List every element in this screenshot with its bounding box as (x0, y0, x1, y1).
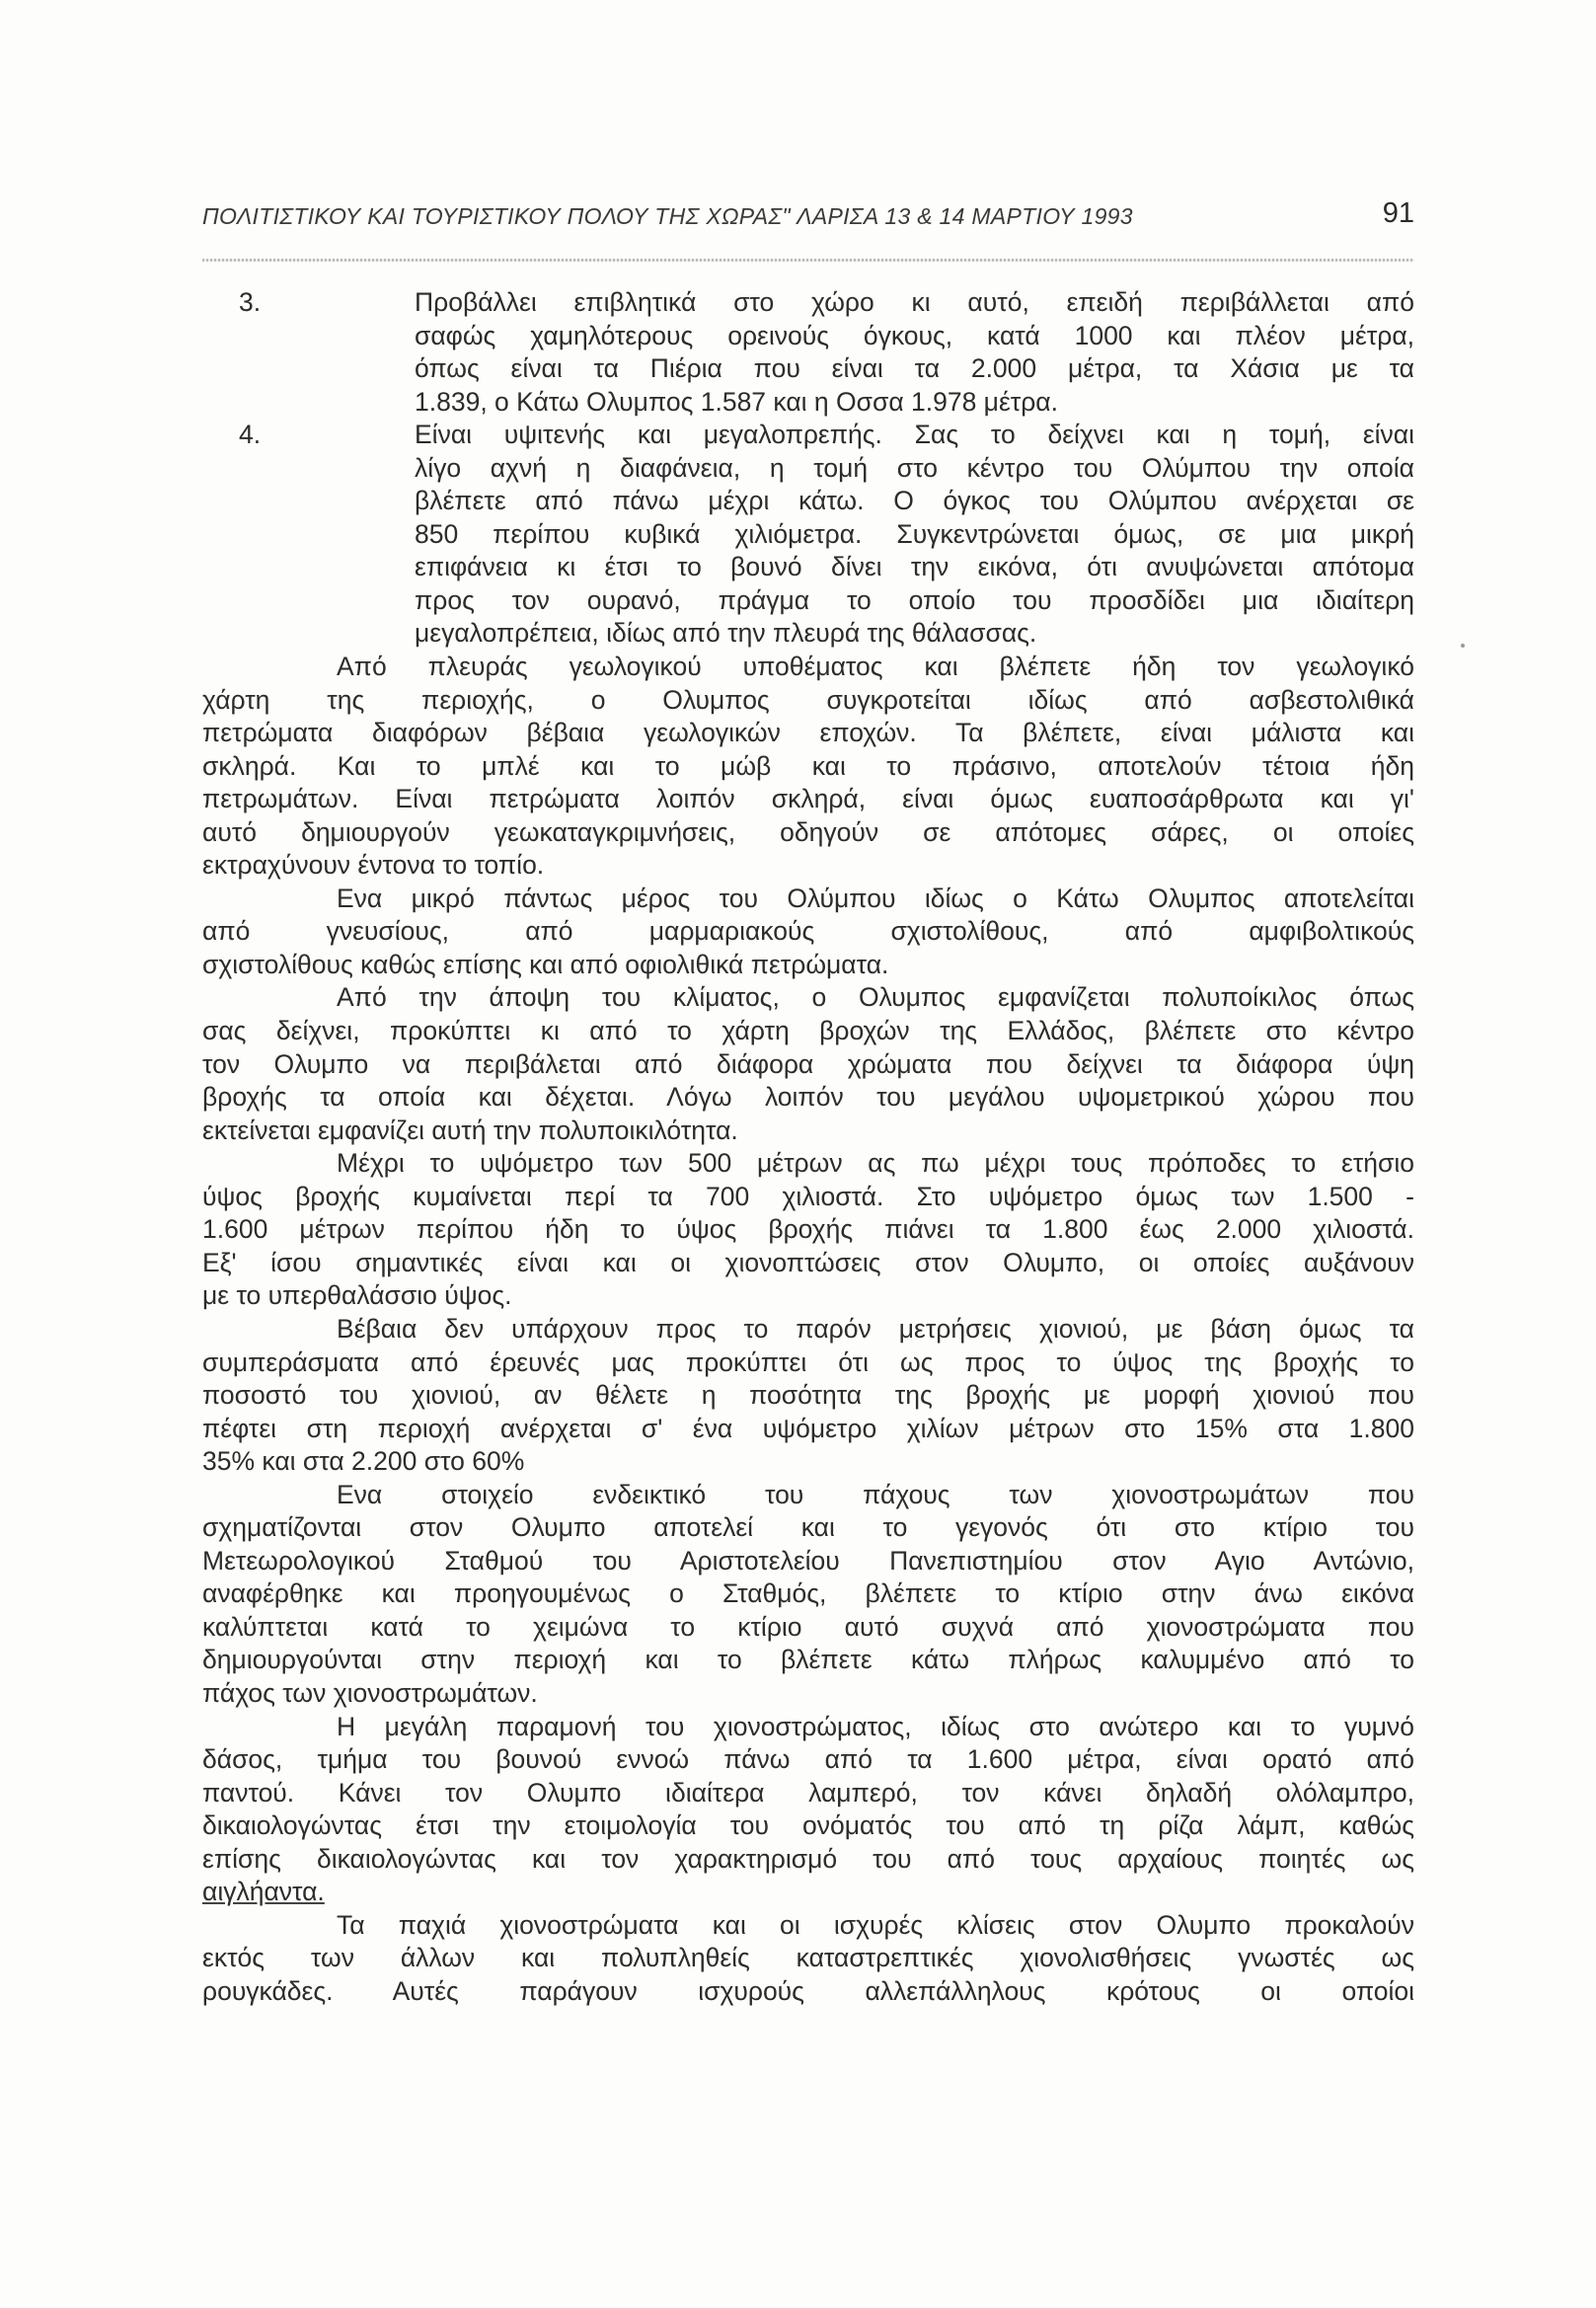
text-line: Είναι υψιτενής και μεγαλοπρεπής. Σας το δείχνει και η τομή, είναι (415, 420, 1414, 450)
paragraph (202, 1909, 1414, 2009)
text-line: Μετεωρολογικού Σταθμού του Αριστοτελείου Πανεπιστημίου στον Αγιο Αντώνιο, (202, 1545, 1414, 1576)
text-line: παντού. Κάνει τον Ολυμπο ιδιαίτερα λαμπερό, τον κάνει δηλαδή ολόλαμπρο, (202, 1777, 1414, 1808)
paragraph (202, 883, 1414, 982)
text-line: χάρτη της περιοχής, ο Ολυμπος συγκροτείται ιδίως από ασβεστολιθικά (202, 684, 1414, 715)
text-line: αυτό δημιουργούν γεωκαταγκριμνήσεις, οδηγούν σε απότομες σάρες, οι οποίες (202, 816, 1414, 847)
header-divider (202, 259, 1414, 262)
text-line: Ενα μικρό πάντως μέρος του Ολύμπου ιδίως ο Κάτω Ολυμπος αποτελείται (337, 883, 1414, 913)
paragraph (202, 651, 1414, 883)
text-line: πετρωμάτων. Είναι πετρώματα λοιπόν σκληρά, είναι όμως ευαποσάρθρωτα και γι' (202, 784, 1414, 814)
list-item-first-line (202, 419, 1414, 452)
text-line: Βέβαια δεν υπάρχουν προς το παρόν μετρήσεις χιονιού, με βάση όμως τα (337, 1313, 1414, 1344)
text-line: βροχής τα οποία και δέχεται. Λόγω λοιπόν του μεγάλου υψομετρικού χώρου που (202, 1082, 1414, 1113)
page-number: 91 (1382, 197, 1414, 229)
text-line: αναφέρθηκε και προηγουμένως ο Σταθμός, βλέπετε το κτίριο στην άνω εικόνα (202, 1578, 1414, 1609)
list-item (202, 419, 1414, 651)
text-line: εκτείνεται εμφανίζει αυτή την πολυποικιλότητα. (202, 1115, 738, 1145)
text-line: ύψος βροχής κυμαίνεται περί τα 700 χιλιοστά. Στο υψόμετρο όμως των 1.500 - (202, 1181, 1414, 1211)
text-line: μεγαλοπρέπεια, ιδίως από την πλευρά της θάλασσας. (415, 618, 1037, 649)
list-item-first-line (202, 286, 1414, 320)
paragraph (202, 1711, 1414, 1909)
text-line: ρουγκάδες. Αυτές παράγουν ισχυρούς αλλεπάλληλους κρότους οι οποίοι (202, 1975, 1414, 2006)
text-line: πάχος των χιονοστρωμάτων. (202, 1677, 538, 1708)
text-line: σχηματίζονται στον Ολυμπο αποτελεί και το γεγονός ότι στο κτίριο του (202, 1512, 1414, 1543)
text-line: με το υπερθαλάσσιο ύψος. (202, 1280, 512, 1311)
list-item-number: 3. (239, 287, 262, 317)
text-line: εκτραχύνουν έντονα το τοπίο. (202, 850, 545, 881)
text-line: όπως είναι τα Πιέρια που είναι τα 2.000 μέτρα, τα Χάσια με τα (415, 353, 1414, 384)
header-title: ΠΟΛΙΤΙΣΤΙΚΟΥ ΚΑΙ ΤΟΥΡΙΣΤΙΚΟΥ ΠΟΛΟΥ ΤΗΣ ΧΩΡΑΣ" ΛΑΡΙΣΑ 13 & 14 ΜΑΡΤΙΟΥ 1993 (202, 203, 1133, 229)
scan-speck (1461, 644, 1465, 648)
text-line: Ενα στοιχείο ενδεικτικό του πάχους των χιονοστρωμάτων που (337, 1479, 1414, 1509)
running-header (202, 195, 1414, 245)
text-line: επιφάνεια κι έτσι το βουνό δίνει την εικόνα, ότι ανυψώνεται απότομα (415, 552, 1414, 582)
text-line: Τα παχιά χιονοστρώματα και οι ισχυρές κλίσεις στον Ολυμπο προκαλούν (337, 1909, 1414, 1940)
text-line: ποσοστό του χιονιού, αν θέλετε η ποσότητα της βροχής με μορφή χιονιού που (202, 1380, 1414, 1411)
list-item (202, 286, 1414, 419)
text-line: δικαιολογώντας έτσι την ετοιμολογία του ονόματός του από τη ρίζα λάμπ, καθώς (202, 1810, 1414, 1841)
paragraph (202, 1479, 1414, 1711)
text-line: από γνευσίους, από μαρμαριακούς σχιστολίθους, από αμφιβολτικούς (202, 916, 1414, 947)
paragraph (202, 1147, 1414, 1313)
text-line: καλύπτεται κατά το χειμώνα το κτίριο αυτό συχνά από χιονοστρώματα που (202, 1611, 1414, 1642)
text-line: Από πλευράς γεωλογικού υποθέματος και βλέπετε ήδη τον γεωλογικό (337, 652, 1414, 682)
text-line: Εξ' ίσου σημαντικές είναι και οι χιονοπτώσεις στον Ολυμπο, οι οποίες αυξάνουν (202, 1247, 1414, 1277)
text-line: σας δείχνει, προκύπτει κι από το χάρτη βροχών της Ελλάδος, βλέπετε στο κέντρο (202, 1016, 1414, 1046)
text-line: 1.839, ο Κάτω Ολυμπος 1.587 και η Οσσα 1.978 μέτρα. (415, 386, 1058, 417)
text-line: Από την άποψη του κλίματος, ο Ολυμπος εμφανίζεται πολυποίκιλος όπως (337, 982, 1414, 1013)
text-line: σχιστολίθους καθώς επίσης και από οφιολιθικά πετρώματα. (202, 949, 889, 979)
text-line: 35% και στα 2.200 στο 60% (202, 1446, 525, 1477)
text-line: σαφώς χαμηλότερους ορεινούς όγκους, κατά 1000 και πλέον μέτρα, (415, 320, 1414, 350)
text-line: λίγο αχνή η διαφάνεια, η τομή στο κέντρο του Ολύμπου την οποία (415, 452, 1414, 483)
text-line: τον Ολυμπο να περιβάλεται από διάφορα χρώματα που δείχνει τα διάφορα ύψη (202, 1048, 1414, 1079)
text-line: 850 περίπου κυβικά χιλιόμετρα. Συγκεντρώνεται όμως, σε μια μικρή (415, 518, 1414, 549)
text-line: Προβάλλει επιβλητικά στο χώρο κι αυτό, επειδή περιβάλλεται από (415, 287, 1414, 317)
text-line: Η μεγάλη παραμονή του χιονοστρώματος, ιδίως στο ανώτερο και το γυμνό (337, 1711, 1414, 1741)
text-line: Μέχρι το υψόμετρο των 500 μέτρων ας πω μέχρι τους πρόποδες το ετήσιο (337, 1148, 1414, 1179)
text-line: συμπεράσματα από έρευνές μας προκύπτει ότι ως προς το ύψος της βροχής το (202, 1346, 1414, 1377)
list-item-number: 4. (239, 420, 262, 450)
text-line: εκτός των άλλων και πολυπληθείς καταστρεπτικές χιονολισθήσεις γνωστές ως (202, 1943, 1414, 1973)
paragraph (202, 981, 1414, 1147)
body-text (202, 286, 1414, 2008)
text-line: 1.600 μέτρων περίπου ήδη το ύψος βροχής πιάνει τα 1.800 έως 2.000 χιλιοστά. (202, 1214, 1414, 1245)
text-line: επίσης δικαιολογώντας και τον χαρακτηρισμό του από τους αρχαίους ποιητές ως (202, 1843, 1414, 1874)
text-line: δημιουργούνται στην περιοχή και το βλέπετε κάτω πλήρως καλυμμένο από το (202, 1645, 1414, 1675)
text-line: βλέπετε από πάνω μέχρι κάτω. Ο όγκος του Ολύμπου ανέρχεται σε (415, 486, 1414, 516)
text-line: σκληρά. Και το μπλέ και το μώβ και το πράσινο, αποτελούν τέτοια ήδη (202, 750, 1414, 781)
text-line: δάσος, τμήμα του βουνού εννοώ πάνω από τα 1.600 μέτρα, είναι ορατό από (202, 1744, 1414, 1775)
text-line: αιγλήαντα. (202, 1877, 325, 1907)
text-line: πετρώματα διαφόρων βέβαια γεωλογικών εποχών. Τα βλέπετε, είναι μάλιστα και (202, 718, 1414, 748)
text-line: πέφτει στη περιοχή ανέρχεται σ' ένα υψόμετρο χιλίων μέτρων στο 15% στα 1.800 (202, 1413, 1414, 1443)
text-line: προς τον ουρανό, πράγμα το οποίο του προσδίδει μια ιδιαίτερη (415, 584, 1414, 615)
paragraph (202, 1313, 1414, 1479)
